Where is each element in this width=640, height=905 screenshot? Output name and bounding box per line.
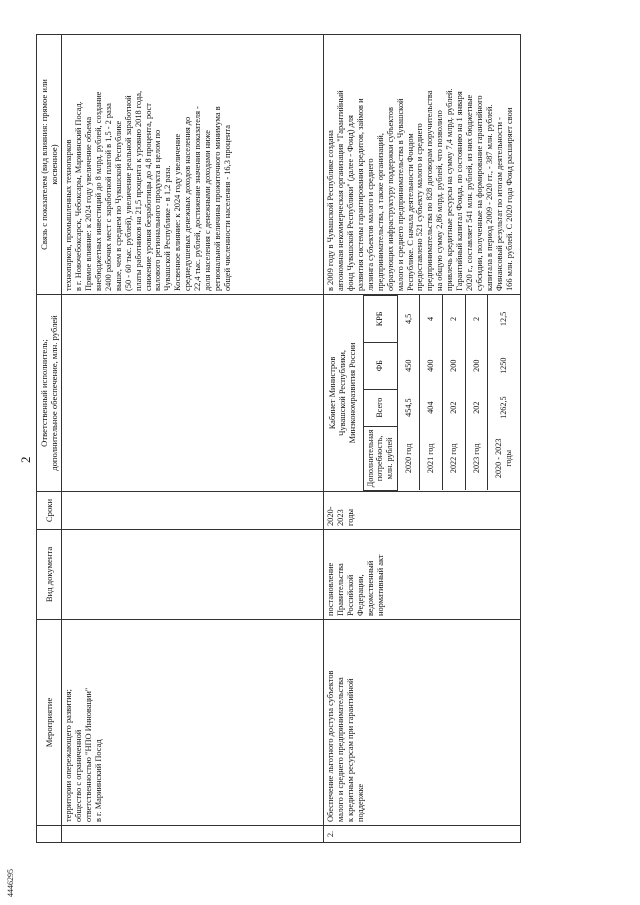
fin-year: 2021 год xyxy=(420,426,443,490)
responsible-executor: Кабинет Министров Чувашской Республики, Минэкономразвития России xyxy=(328,342,358,444)
header-doc-type: Вид документа xyxy=(37,530,62,620)
fin-krb: 12,5 xyxy=(488,296,520,343)
header-event: Мероприятие xyxy=(37,620,62,826)
row1-terms xyxy=(62,492,324,530)
fin-fb: 450 xyxy=(397,342,420,389)
header-link: Связь с показателем (вид влияния: прямое или косвенное) xyxy=(37,35,62,295)
measures-table xyxy=(36,34,521,843)
financing-row xyxy=(488,296,520,491)
table-row xyxy=(62,35,324,843)
fin-fb: 200 xyxy=(465,342,488,389)
document-code: 4446295 xyxy=(6,869,15,897)
fin-header-krb: КРБ xyxy=(363,296,397,343)
fin-krb: 4 xyxy=(420,296,443,343)
fin-total: 454,5 xyxy=(397,389,420,426)
financing-table xyxy=(363,295,520,491)
fin-header-need: Дополнительная потребность, млн. рублей xyxy=(363,426,397,490)
fin-year: 2020 год xyxy=(397,426,420,490)
financing-row xyxy=(397,296,420,491)
financing-row xyxy=(465,296,488,491)
row1-doc-type xyxy=(62,530,324,620)
row1-link: технопарков, промышленных технопарков в г. Новочебоксарск, Чебоксары, Мариинский Посад. Прямое влияние: к 2024 году увеличение объема внебюджетных инвестиций до 8 млрд. рублей, создание 2400 рабочих мест с заработной платой в 1,5 - 2 раза выше, чем в среднем по Чувашской Республике (50 - 60 тыс. рублей), увеличение реальной заработной платы работников на 21,5 процента к уровню 2018 года, снижение уровня безработицы до 4,8 процента, рост валового регионального продукта в целом по Чувашской Республике - в 1,2 раза. Косвенное влияние: к 2024 году увеличение среднедушевых денежных доходов населения до 22,4 тыс. рублей, достижение значения показателя - доля населения с денежными доходами ниже региональной величины прожиточного минимума в общей численности населения - 16,3 процента xyxy=(62,35,324,295)
fin-total: 404 xyxy=(420,389,443,426)
financing-header-row xyxy=(363,296,397,491)
fin-total: 1262,5 xyxy=(488,389,520,426)
row1-responsible xyxy=(62,295,324,492)
row1-num xyxy=(62,826,324,843)
fin-year: 2020 - 2023 годы xyxy=(488,426,520,490)
financing-row xyxy=(420,296,443,491)
financing-row xyxy=(442,296,465,491)
row2-doc-type: постановление Правительства Российской Федерации, ведомственный нормативный акт xyxy=(324,530,520,620)
fin-total: 202 xyxy=(465,389,488,426)
fin-fb: 200 xyxy=(442,342,465,389)
fin-fb: 400 xyxy=(420,342,443,389)
fin-header-total: Всего xyxy=(363,389,397,426)
table-header-row xyxy=(37,35,62,843)
table-row xyxy=(324,35,520,843)
fin-krb: 4,5 xyxy=(397,296,420,343)
row2-event: Обеспечение льготного доступа субъектов малого и среднего предпринимательства к кредитным ресурсам при гарантийной поддержке xyxy=(324,620,520,826)
fin-krb: 2 xyxy=(465,296,488,343)
fin-fb: 1250 xyxy=(488,342,520,389)
fin-header-fb: ФБ xyxy=(363,342,397,389)
row2-num: 2. xyxy=(324,826,520,843)
row2-responsible xyxy=(324,295,520,492)
header-num xyxy=(37,826,62,843)
header-terms: Сроки xyxy=(37,492,62,530)
fin-krb: 2 xyxy=(442,296,465,343)
header-responsible: Ответственный исполнитель; дополнительное обеспечение, млн. рублей xyxy=(37,295,62,492)
fin-year: 2023 год xyxy=(465,426,488,490)
page-number: 2 xyxy=(18,456,33,463)
fin-total: 202 xyxy=(442,389,465,426)
row1-event: территории опережающего развития; общество с ограниченной ответственностью "НПО Инновации" в г. Мариинский Посад xyxy=(62,620,324,826)
fin-year: 2022 год xyxy=(442,426,465,490)
row2-link: в 2009 году в Чувашской Республике создана автономная некоммерческая организация "Гарантийный фонд Чувашской Республики" (далее - Фонд) для развития системы гарантирования кредитов, займов и лизинга субъектов малого и среднего предпринимательства, а также организаций, образующих инфраструктуру поддержки субъектов малого и среднего предпринимательства в Чувашской Республике. С начала деятельности Фондом предоставлено 521 субъекту малого и среднего предпринимательства по 828 договорам поручительства на общую сумму 2,86 млрд. рублей, что позволило привлечь кредитные ресурсы на сумму 7,4 млрд. рублей. Гарантийный капитал Фонда, по состоянию на 1 января 2020 г., составляет 541 млн. рублей, из них бюджетные субсидии, полученные на формирование гарантийного капитала в период 2009 - 2020 гг., - 387 млн. рублей. Финансовый результат по итогам деятельности - 166 млн. рублей. С 2020 года Фонд расширяет свои xyxy=(324,35,520,295)
row2-terms: 2020- 2023 годы xyxy=(324,492,520,530)
